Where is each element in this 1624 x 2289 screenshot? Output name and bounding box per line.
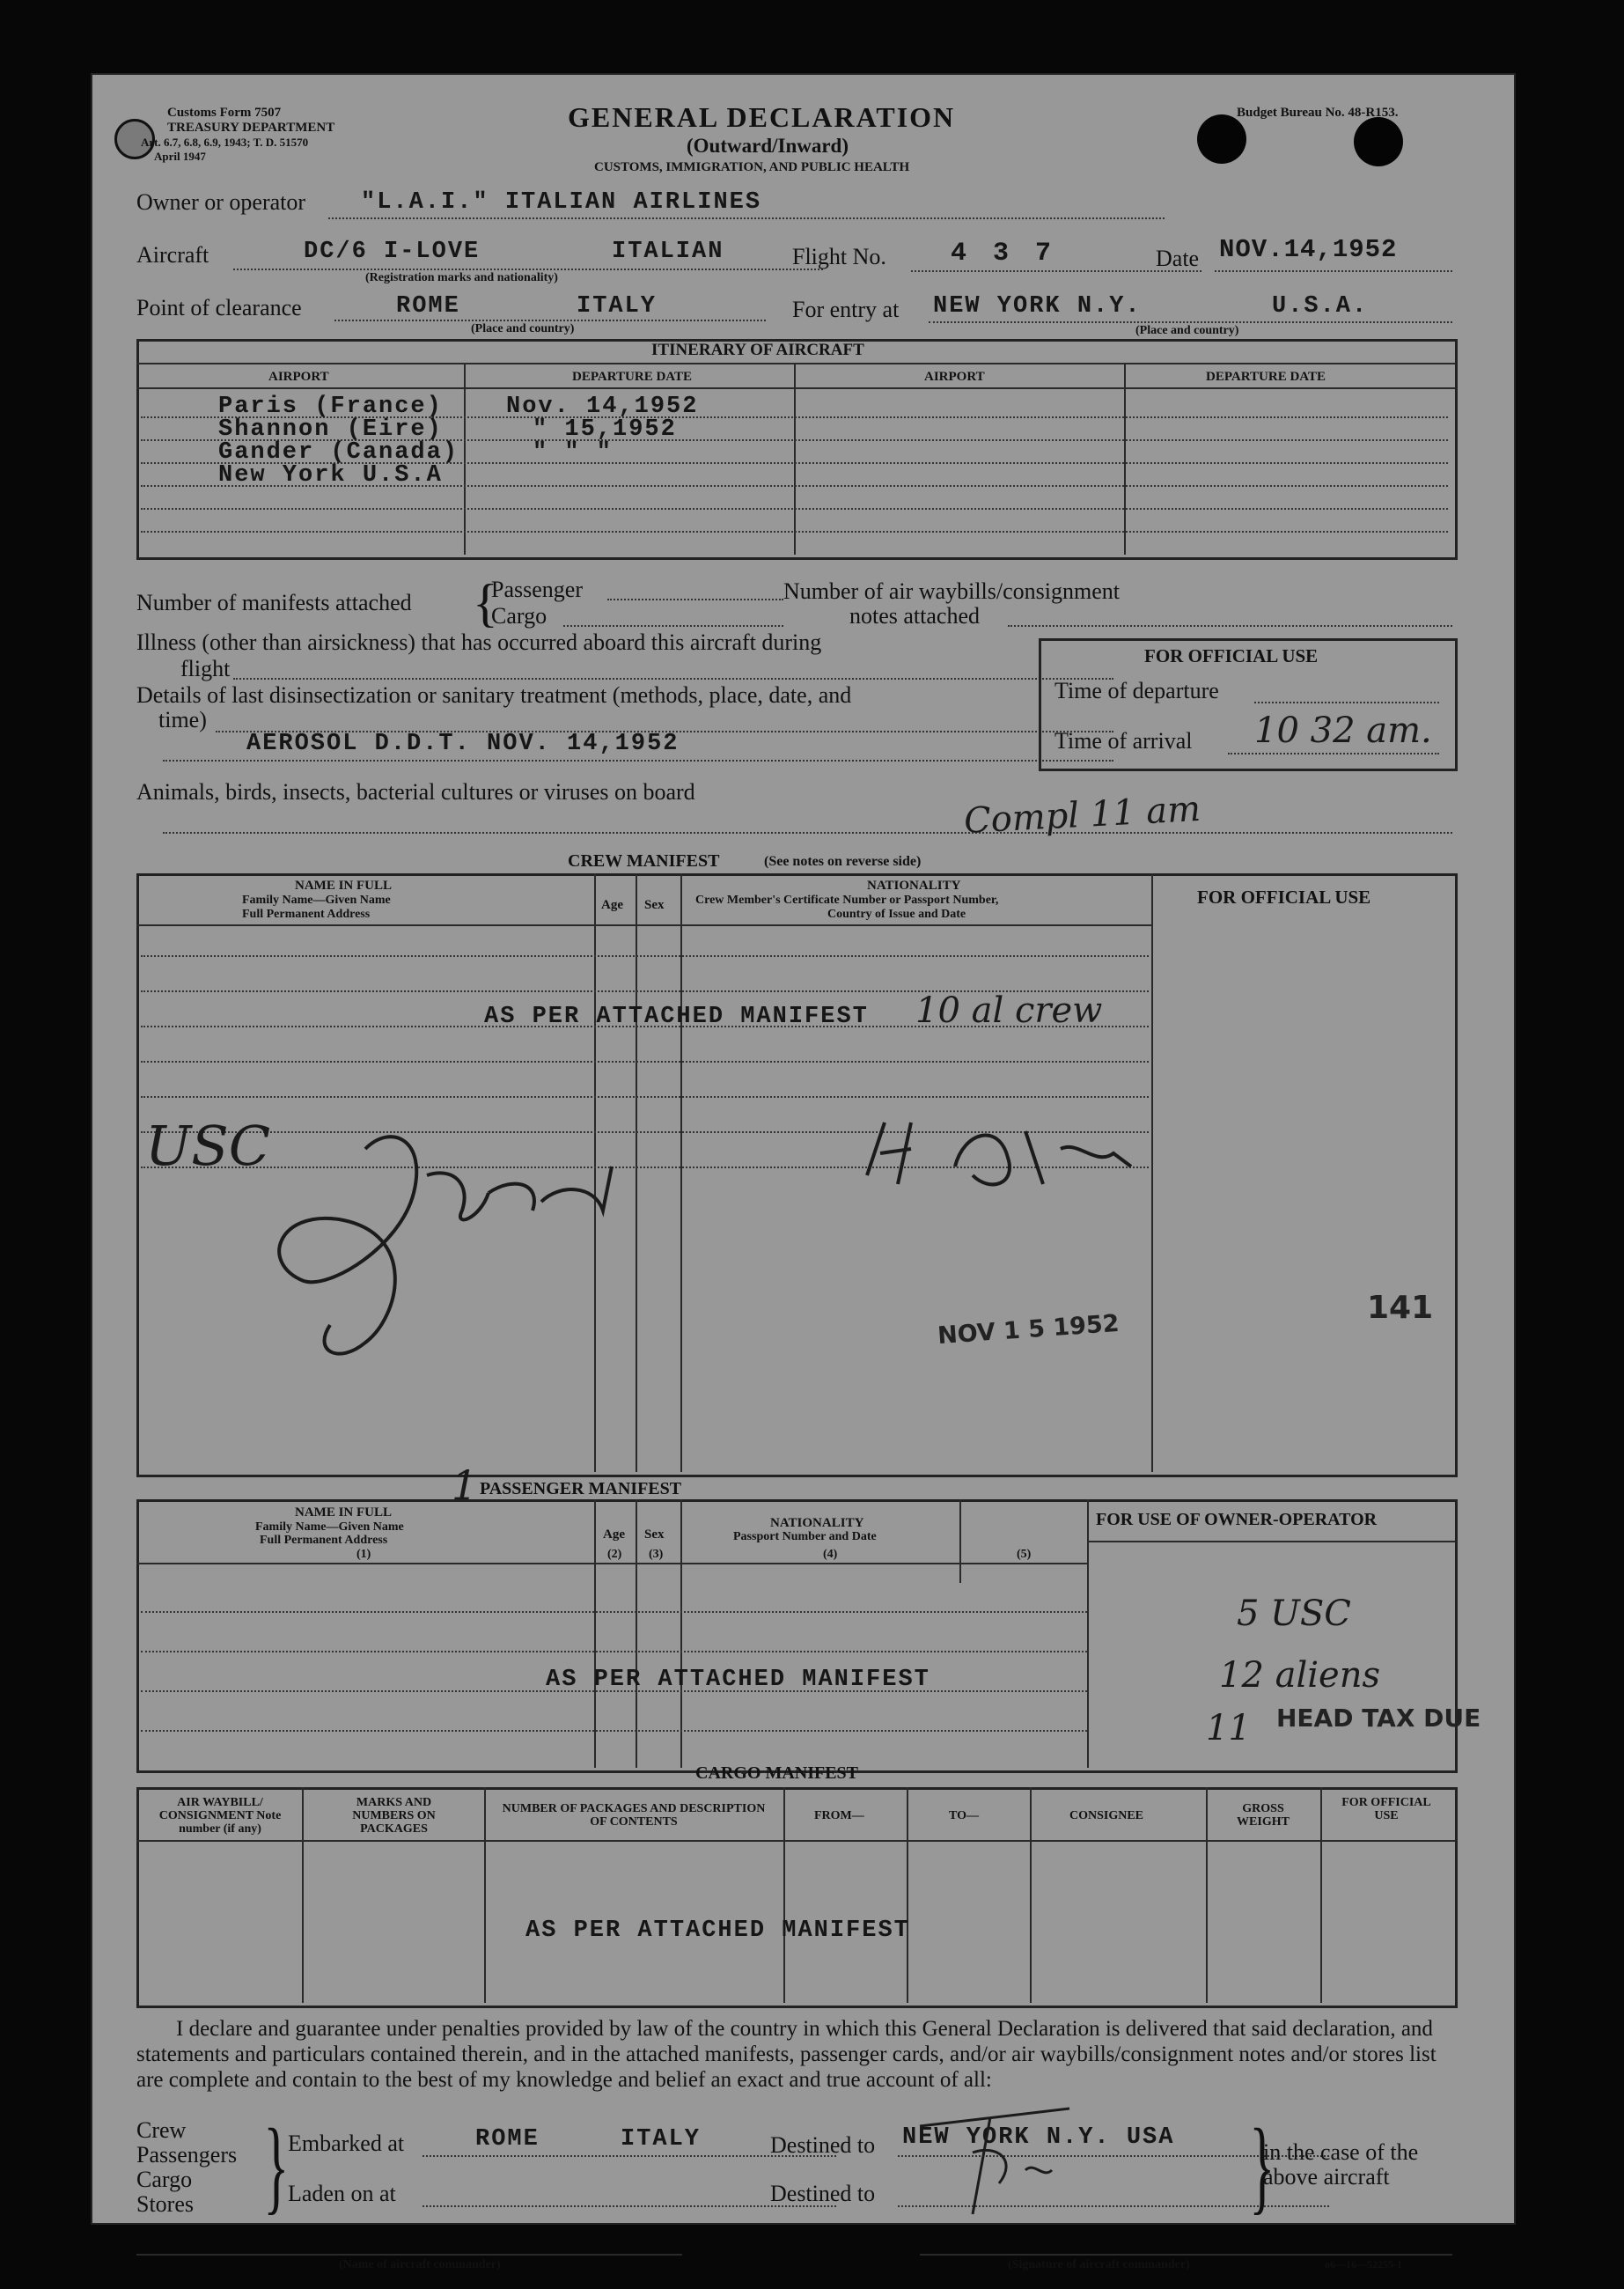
cargo-title: CARGO MANIFEST [695,1763,859,1783]
crew-col-age: Age [601,898,623,912]
itinerary-airport-1: Paris (France) [218,394,443,420]
date-line [1215,270,1452,272]
crew-official-use: FOR OFFICIAL USE [1197,887,1371,908]
entry-place-note: (Place and country) [1135,324,1239,337]
laden-label: Laden on at [288,2181,396,2206]
notes-attached-line [1008,625,1452,627]
clearance-line [334,320,766,321]
passenger-row-line [141,1611,1087,1613]
passenger-col-nat-sub: Passport Number and Date [733,1530,877,1543]
owner-label: Owner or operator [136,189,306,215]
itinerary-header-rule [136,387,1455,389]
stores-label: Stores [136,2191,194,2217]
punch-hole-right-2 [1354,117,1403,166]
passengers-label: Passengers [136,2142,238,2168]
form-subtitle: (Outward/Inward) [687,135,849,157]
head-tax-due-stamp: HEAD TAX DUE [1276,1704,1481,1733]
crew-header-rule [136,924,1153,926]
crew-row-line [141,1096,1149,1098]
passenger-col-5-num: (5) [1017,1548,1032,1561]
cargo-col-divider [484,1787,486,2003]
manifest-cargo-line [563,625,783,627]
passenger-header-rule [136,1563,1089,1564]
passenger-col-sex: Sex [644,1527,665,1542]
itinerary-row-line [141,508,1448,510]
form-title: GENERAL DECLARATION [568,101,956,133]
cargo-col-from: FROM— [814,1809,864,1822]
flight-value: 4 3 7 [951,239,1057,269]
brace-icon: { [473,574,498,632]
form-agencies: CUSTOMS, IMMIGRATION, AND PUBLIC HEALTH [594,160,910,174]
itinerary-date-3: " " " [533,439,614,466]
owner-value: "L.A.I." ITALIAN AIRLINES [361,189,762,216]
entry-line [929,321,1452,323]
passenger-body-value: AS PER ATTACHED MANIFEST [546,1667,930,1693]
crew-col-name-sub-2: Full Permanent Address [242,908,371,921]
owner-operator-use: FOR USE OF OWNER-OPERATOR [1096,1510,1378,1529]
passenger-col-age-num: (2) [607,1548,622,1561]
cargo-col-consignee: CONSIGNEE [1069,1809,1144,1822]
crew-row-line [141,955,1149,957]
destined-value: NEW YORK N.Y. USA [902,2124,1175,2151]
crew-col-nationality: NATIONALITY [867,879,961,893]
itinerary-title-rule [136,363,1455,364]
compl-handwritten: Compl 11 am [962,788,1202,843]
cargo-col-marks: MARKS AND NUMBERS ON PACKAGES [352,1796,436,1836]
commander-signature-rule [920,2254,1452,2256]
illness-flight-label: flight [180,656,231,681]
crew-subtitle: (See notes on reverse side) [764,854,922,869]
crew-col-name: NAME IN FULL [295,879,393,893]
crew-col-nat-sub-2: Country of Issue and Date [827,908,966,921]
passenger-col-divider [594,1499,596,1768]
flight-label: Flight No. [792,244,886,269]
itinerary-date-1: Nov. 14,1952 [506,394,699,420]
itinerary-row-line [141,531,1448,533]
clearance-city: ROME [396,293,460,320]
declaration-sheet [92,75,1514,2271]
embarked-country: ITALY [621,2126,702,2153]
time-departure-label: Time of departure [1054,678,1219,703]
passenger-header-rule-2 [1087,1541,1455,1542]
crew-body-value: AS PER ATTACHED MANIFEST [484,1004,869,1030]
cargo-body-value: AS PER ATTACHED MANIFEST [525,1917,910,1944]
page-number-stamp: 141 [1367,1290,1434,1326]
cargo-col-divider [1206,1787,1208,2003]
registration-note: (Registration marks and nationality) [365,271,558,284]
case-note: in the case of the [1263,2139,1419,2165]
crew-signature-scribble [849,1105,1219,1202]
crew-col-name-sub: Family Name—Given Name [242,894,391,907]
form-date-line: April 1947 [154,150,206,163]
brace-left-icon: } [263,2107,290,2224]
itinerary-col-divider-1 [464,363,466,555]
aircraft-value: DC/6 I-LOVE [304,239,481,265]
itinerary-title: ITINERARY OF AIRCRAFT [651,341,864,359]
itinerary-col-airport: AIRPORT [268,370,329,384]
itinerary-col-departure-2: DEPARTURE DATE [1206,370,1326,384]
passenger-col-nationality: NATIONALITY [770,1516,864,1530]
embarked-city: ROME [475,2126,540,2153]
aircraft-label: Aircraft [136,242,209,268]
cargo-label: Cargo [136,2167,193,2192]
aircraft-nationality: ITALIAN [612,239,724,265]
passenger-col-name-num: (1) [356,1548,371,1561]
treatment-line [163,760,1113,762]
treatment-value: AEROSOL D.D.T. NOV. 14,1952 [246,731,680,757]
passenger-row-line [141,1730,1087,1732]
manifest-passenger-line [607,599,783,600]
date-label: Date [1156,246,1200,271]
destined-label: Destined to [770,2132,876,2158]
received-date-stamp: NOV 1 5 1952 [937,1309,1121,1351]
usc-count-handwritten: 5 USC [1237,1593,1351,1634]
date-value: NOV.14,1952 [1219,235,1398,264]
manifest-passenger-label: Passenger [491,577,583,602]
cargo-col-waybill: AIR WAYBILL/ CONSIGNMENT Note number (if any) [158,1796,282,1836]
cargo-col-divider [907,1787,908,2003]
budget-bureau-number: Budget Bureau No. 48-R153. [1237,106,1399,120]
passenger-col-divider [636,1499,637,1768]
customs-form-number: Customs Form 7507 [167,106,282,120]
passenger-col-divider [1087,1499,1089,1768]
clearance-label: Point of clearance [136,295,302,320]
disinsectization-time-label: time) [158,707,207,732]
cargo-col-divider [302,1787,304,2003]
animals-line [163,832,1452,834]
passenger-col-divider [680,1499,682,1768]
destined-label-2: Destined to [770,2181,876,2206]
passenger-col-sex-num: (3) [649,1548,664,1561]
time-arrival-line [1228,753,1439,754]
illness-line [233,678,1113,680]
entry-label: For entry at [792,297,900,322]
usc-handwritten: USC [145,1114,271,1178]
animals-label: Animals, birds, insects, bacterial cultures or viruses on board [136,779,695,805]
passenger-count-mark: 1 [452,1461,478,1509]
official-use-title: FOR OFFICIAL USE [1144,645,1319,666]
entry-city: NEW YORK N.Y. [933,293,1142,320]
itinerary-airport-3: Gander (Canada) [218,439,459,466]
time-departure-line [1254,702,1439,703]
crew-col-sex: Sex [644,898,665,912]
cargo-col-divider [1320,1787,1322,2003]
disinsectization-label: Details of last disinsectization or sanitary treatment (methods, place, date, and [136,682,852,708]
passenger-title: PASSENGER MANIFEST [480,1479,682,1498]
crew-label: Crew [136,2117,187,2143]
illness-label: Illness (other than airsickness) that has occurred aboard this aircraft during [136,629,822,655]
waybills-label: Number of air waybills/consignment [783,578,1120,604]
itinerary-airport-2: Shannon (Eire) [218,416,443,443]
cargo-col-to: TO— [949,1809,979,1822]
embarked-label: Embarked at [288,2131,405,2156]
print-code: o6—16—52255-1 [1325,2258,1402,2271]
clearance-place-note: (Place and country) [471,322,575,335]
manifest-cargo-label: Cargo [491,603,547,629]
declaration-text: I declare and guarantee under penalties provided by law of the country in which this General Declaration is delivered that said declaration, and statements and particulars contained therein, and in the attached manifests, passenger cards, and/or air waybills/consignment notes and/or stores list are complete and contain to the best of my knowledge and belief an exact and true account of all: [136,2017,1437,2092]
aliens-handwritten: 12 aliens [1219,1655,1381,1696]
commander-name-label: (Name of aircraft commander) [339,2258,501,2271]
treasury-department: TREASURY DEPARTMENT [167,121,335,135]
passenger-col-name-sub-2: Full Permanent Address [260,1534,388,1547]
notes-attached-label: notes attached [849,603,980,629]
passenger-col-nat-num: (4) [823,1548,838,1561]
clearance-country: ITALY [577,293,658,320]
cargo-col-weight: GROSS WEIGHT [1237,1802,1290,1829]
itinerary-airport-4: New York U.S.A [218,462,443,489]
passenger-col-divider [959,1499,961,1583]
commander-signature [885,2100,1113,2223]
case-note-2: above aircraft [1263,2164,1390,2190]
passenger-col-name: NAME IN FULL [295,1505,393,1520]
crew-col-nat-sub: Crew Member's Certificate Number or Passport Number, [695,894,999,907]
manifests-label: Number of manifests attached [136,590,412,615]
passenger-row-line [141,1651,1087,1652]
crew-row-line [141,1061,1149,1063]
punch-hole-right-1 [1197,114,1246,164]
cargo-col-divider [783,1787,785,2003]
head-tax-count-handwritten: 11 [1206,1708,1251,1748]
passenger-col-age: Age [603,1527,625,1542]
time-arrival-label: Time of arrival [1054,728,1193,754]
crew-count-handwritten: 10 al crew [915,990,1103,1031]
commander-name-rule [136,2254,682,2256]
crew-title: CREW MANIFEST [568,851,720,871]
entry-country: U.S.A. [1272,293,1369,320]
aircraft-line [233,269,823,270]
itinerary-col-divider-3 [1124,363,1126,555]
cargo-col-official: FOR OFFICIAL USE [1341,1796,1431,1822]
owner-line [328,217,1165,219]
cargo-header-rule [136,1840,1455,1842]
itinerary-date-2: " 15,1952 [533,416,677,443]
cargo-col-packages: NUMBER OF PACKAGES AND DESCRIPTION OF CONTENTS [502,1802,766,1829]
commander-signature-label: (Signature of aircraft commander) [1008,2258,1190,2271]
itinerary-col-airport-2: AIRPORT [924,370,985,384]
arrival-handwritten: 10 32 am. [1254,710,1432,751]
signature-scribble [224,1114,770,1369]
brace-right-icon: } [1249,2107,1275,2224]
itinerary-col-departure: DEPARTURE DATE [572,370,693,384]
passenger-col-name-sub: Family Name—Given Name [255,1520,404,1534]
cargo-col-divider [1030,1787,1032,2003]
form-art-line: Art. 6.7, 6.8, 6.9, 1943; T. D. 51570 [141,136,309,149]
itinerary-col-divider-2 [794,363,796,555]
